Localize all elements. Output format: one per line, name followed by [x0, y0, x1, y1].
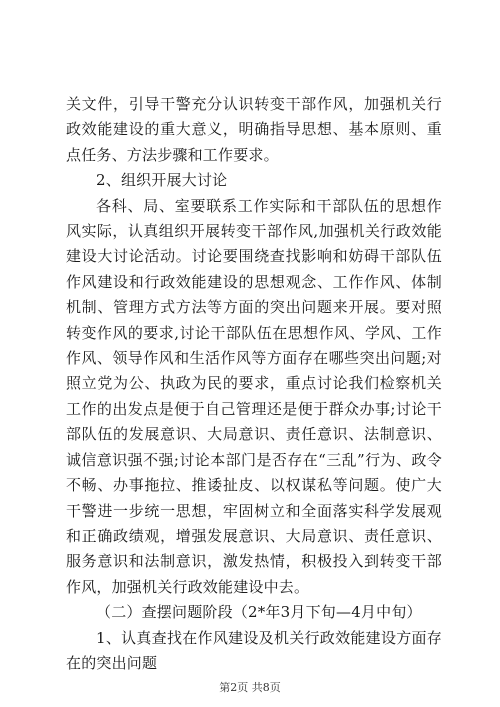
section-heading-discussion: 2、组织开展大讨论: [96, 171, 228, 190]
subsection-heading-problems: 1、认真查找在作风建设及机关行政效能建设方面存在的突出问题: [66, 628, 442, 672]
paragraph-continuation: 关文件，引导干警充分认识转变干部作风，加强机关行政效能建设的重大意义，明确指导思想、基本原则、重点任务、方法步骤和工作要求。: [66, 95, 442, 164]
stage-heading: （二）查摆问题阶段（2*年3月下旬—4月中旬）: [96, 603, 422, 622]
document-body: [66, 92, 442, 676]
paragraph-discussion: 各科、局、室要联系工作实际和干部队伍的思想作风实际，认真组织开展转变干部作风,加强机关行政效能建设大讨论活动。讨论要围绕查找影响和妨碍干部队伍作风建设和行政效能建设的思想观念、工作作风、体制机制、管理方式方法等方面的突出问题来开展。要对照转变作风的要求,讨论干部队伍在思想作风、学风、工作作风、领导作风和生活作风等方面存在哪些突出问题;对照立党为公、执政为民的要求，重点讨论我们检察机关工作的出发点是便于自己管理还是便于群众办事;讨论干部队伍的发展意识、大局意识、责任意识、法制意识、诚信意识强不强;讨论本部门是否存在“三乱”行为、政令不畅、办事拖拉、推诿扯皮、以权谋私等问题。使广大干警进一步统一思想，牢固树立和全面落实科学发展观和正确政绩观，增强发展意识、大局意识、责任意识、服务意识和法制意识，激发热情，积极投入到转变干部作风，加强机关行政效能建设中去。: [66, 196, 442, 596]
page-footer: 第2页 共8页: [219, 681, 281, 694]
